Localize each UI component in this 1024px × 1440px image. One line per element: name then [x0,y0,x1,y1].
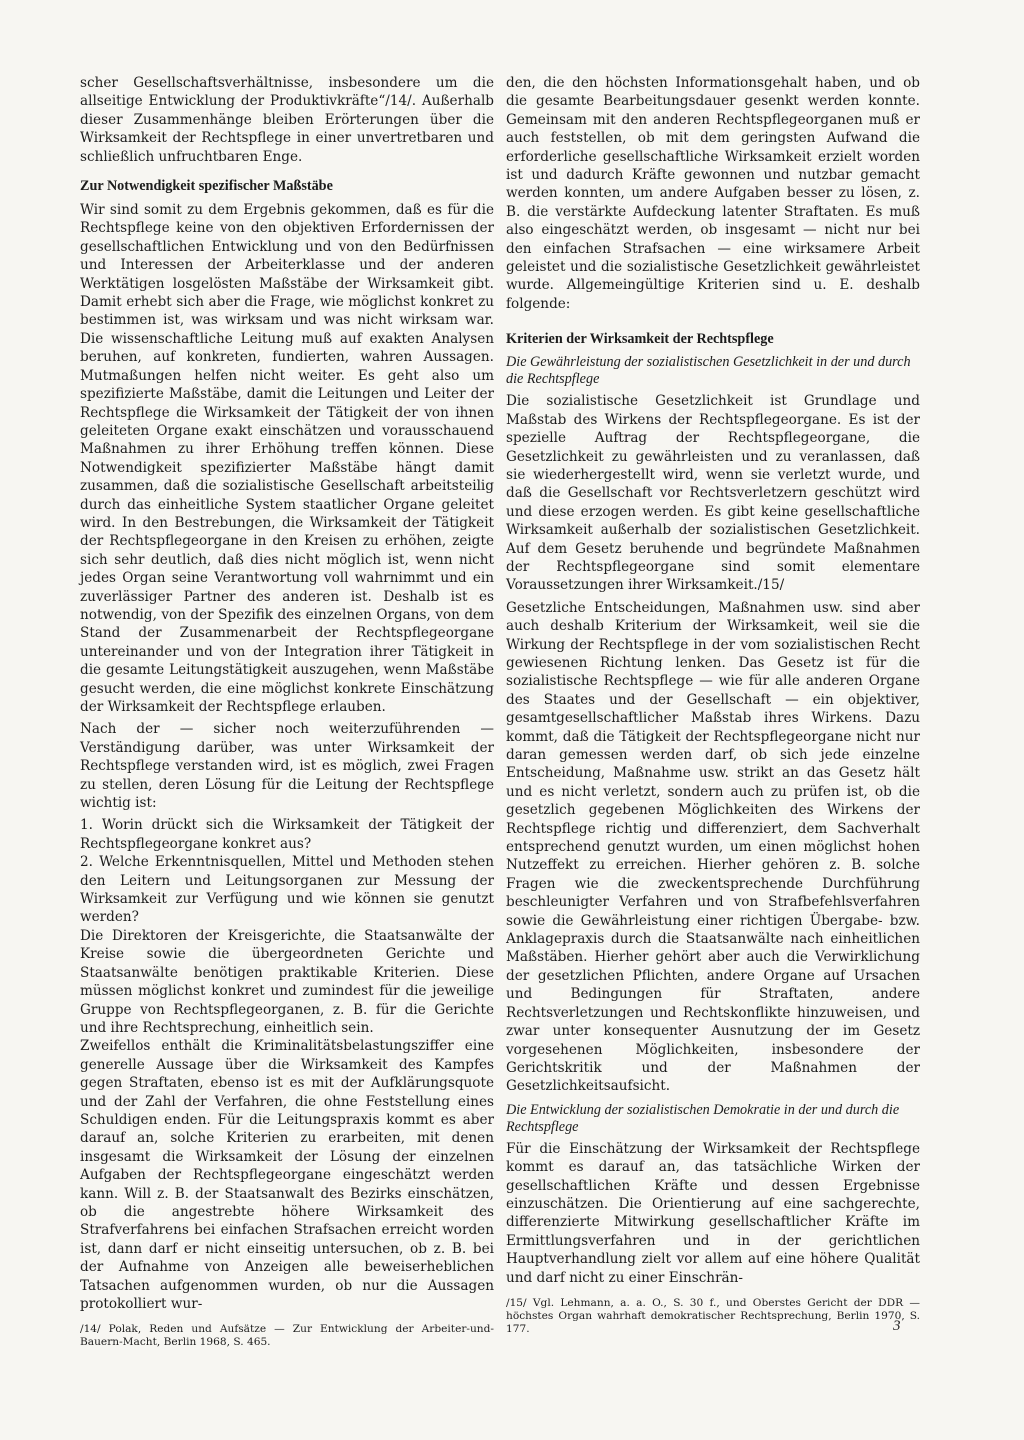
left-column [80,74,494,1349]
footnote: /15/ Vgl. Lehmann, a. a. O., S. 30 f., und Oberstes Gericht der DDR — höchstes Organ wahrhaft demokratischer Rechtsprechung, Berlin 1970, S. 177. [506,1296,920,1335]
paragraph: Die sozialistische Gesetzlichkeit ist Grundlage und Maßstab des Wirkens der Rechtspflegeorgane. Es ist der spezielle Auftrag der Rechtspflegeorgane, die Gesetzlichkeit zu gewährleisten und zu veranlassen, daß sie wiederhergestellt wird, wenn sie verletzt wurde, und daß die Gesellschaft vor Rechtsverletzern geschützt wird und diese erzogen werden. Es gibt keine gesellschaftliche Wirksamkeit außerhalb der sozialistischen Gesetzlichkeit. Auf dem Gesetz beruhende und begründete Maßnahmen der Rechtspflegeorgane sind somit elementare Voraussetzungen ihrer Wirksamkeit./15/ [506,393,920,594]
subsection-heading: Die Gewährleistung der sozialistischen Gesetzlichkeit in der und durch die Rechtspflege [506,354,911,388]
paragraph: Wir sind somit zu dem Ergebnis gekommen, daß es für die Rechtspflege keine von den objektiven Erfordernissen der gesellschaftlichen Entwicklung und von den Bedürfnissen und Interessen der Arbeiterklasse und der anderen Werktätigen losgelösten Maßstäbe der Wirksamkeit gibt. Damit erhebt sich aber die Frage, wie möglichst konkret zu bestimmen ist, was wirksam und was nicht wirksam war. Die wissenschaftliche Leitung muß auf exakten Analysen beruhen, auf konkreten, fundierten, wahren Aussagen. Mutmaßungen helfen nicht weiter. Es geht also um spezifizierte Maßstäbe, damit die Leitungen und Leiter der Rechtspflege die Wirksamkeit der Tätigkeit der von ihnen geleiteten Organe exakt einschätzen und vorausschauend Maßnahmen zu ihrer Erhöhung treffen können. Diese Notwendigkeit spezifizierter Maßstäbe hängt damit zusammen, daß die sozialistische Gesellschaft arbeitsteilig durch das einheitliche System staatlicher Organe geleitet wird. In den Bestrebungen, die Wirksamkeit der Tätigkeit der Rechtspflegeorgane in den Kreisen zu erhöhen, zeigte sich sehr deutlich, daß dies nicht möglich ist, wenn nicht jedes Organ seine Verantwortung voll wahrnimmt und ein zuverlässiger Partner des anderen ist. Deshalb ist es notwendig, von der Spezifik des einzelnen Organs, von dem Stand der Zusammenarbeit der Rechtspflegeorgane untereinander und von der Integration ihrer Tätigkeit in die gesamte Leitungstätigkeit auszugehen, wenn Maßstäbe gesucht werden, die eine möglichst konkrete Einschätzung der Wirksamkeit der Rechtspflege erlauben. [80,202,494,715]
paragraph: scher Gesellschaftsverhältnisse, insbesondere um die allseitige Entwicklung der Produktivkräfte“/14/. Außerhalb dieser Zusammenhänge bleiben Erörterungen über die Wirksamkeit der Rechtspflege in einer unvertretbaren und schließlich unfruchtbaren Enge. [80,75,494,165]
section-heading: Zur Notwendigkeit spezifischer Maßstäbe [80,178,333,195]
footnote: /14/ Polak, Reden und Aufsätze — Zur Entwicklung der Arbeiter-und-Bauern-Macht, Berlin 1968, S. 465. [80,1323,494,1349]
section-heading: Kriterien der Wirksamkeit der Rechtspflege [506,331,774,348]
question-item: 2. Welche Erkenntnisquellen, Mittel und Methoden stehen den Leitern und Leitungsorganen zur Messung der Wirksamkeit zur Verfügung und wie können sie genutzt werden? [80,854,494,926]
paragraph: Die Direktoren der Kreisgerichte, die Staatsanwälte der Kreise sowie die übergeordneten Gerichte und Staatsanwälte benötigen praktikable Kriterien. Diese müssen möglichst konkret und zumindest für die jeweilige Gruppe von Rechtspflegeorganen, z. B. für die Gerichte und ihre Rechtsprechung, einheitlich sein. [80,927,494,1036]
question-item: 1. Worin drückt sich die Wirksamkeit der Tätigkeit der Rechtspflegeorgane konkret aus? [80,817,494,852]
right-column [506,74,920,1336]
subsection-heading: Die Entwicklung der sozialistischen Demokratie in der und durch die Rechtspflege [506,1101,900,1135]
paragraph: Zweifellos enthält die Kriminalitätsbelastungsziffer eine generelle Aussage über die Wirksamkeit des Kampfes gegen Straftaten, ebenso ist es mit der Aufklärungsquote und der Zahl der Verfahren, die ohne Feststellung eines Schuldigen enden. Für die Leitungspraxis kommt es aber darauf an, solche Kriterien zu erarbeiten, mit denen insgesamt die Wirksamkeit der Lösung der einzelnen Aufgaben der Rechtspflegeorgane eingeschätzt werden kann. Will z. B. der Staatsanwalt des Bezirks einschätzen, ob die angestrebte höhere Wirksamkeit des Strafverfahrens bei einfachen Strafsachen erreicht worden ist, dann darf er nicht einseitig untersuchen, ob z. B. bei der Aufnahme von Anzeigen alle beweiserheblichen Tatsachen aufgenommen wurden, ob nur die Aussagen protokolliert wur- [80,1038,494,1312]
paragraph: den, die den höchsten Informationsgehalt haben, und ob die gesamte Bearbeitungsdauer gesenkt werden konnte. Gemeinsam mit den anderen Rechtspflegeorganen muß er auch feststellen, ob mit dem geringsten Aufwand die erforderliche gesellschaftliche Wirksamkeit erzielt worden ist und dadurch Kräfte gewonnen und nutzbar gemacht werden konnten, um andere Aufgaben besser zu lösen, z. B. die verstärkte Aufdeckung latenter Straftaten. Es muß also eingeschätzt werden, ob insgesamt — nicht nur bei den einfachen Strafsachen — eine wirksamere Arbeit geleistet und die sozialistische Gesetzlichkeit gewährleistet wurde. Allgemeingültige Kriterien sind u. E. deshalb folgende: [506,75,920,312]
paragraph: Nach der — sicher noch weiterzuführenden — Verständigung darüber, was unter Wirksamkeit der Rechtspflege verstanden wird, ist es möglich, zwei Fragen zu stellen, deren Lösung für die Leitung der Rechtspflege wichtig ist: [80,721,494,812]
paragraph: Gesetzliche Entscheidungen, Maßnahmen usw. sind aber auch deshalb Kriterium der Wirksamkeit, weil sie die Wirkung der Rechtspflege in der vom sozialistischen Recht gewiesenen Richtung lenken. Das Gesetz ist für die sozialistische Rechtspflege — wie für alle anderen Organe des Staates und der Gesellschaft — ein objektiver, gesamtgesellschaftlicher Maßstab ihres Wirkens. Dazu kommt, daß die Tätigkeit der Rechtspflegeorgane nicht nur daran gemessen werden darf, ob sich jede einzelne Entscheidung, Maßnahme usw. strikt an das Gesetz hält und es nicht verletzt, sondern auch zu prüfen ist, ob die gesetzlich gegebenen Möglichkeiten des Wirkens der Rechtspflege richtig und differenziert, dem Sachverhalt entsprechend genutzt wurden, um einen möglichst hohen Nutzeffekt zu erreichen. Hierher gehören z. B. solche Fragen wie die zweckentsprechende Durchführung beschleunigter Verfahren und von Strafbefehlsverfahren sowie die Gewährleistung einer richtigen Übergabe- bzw. Anklagepraxis durch die Staatsanwälte nach einheitlichen Maßstäben. Hierher gehört aber auch die Verwirklichung der gesetzlichen Pflichten, andere Organe auf Ursachen und Bedingungen für Straftaten, andere Rechtsverletzungen und Rechtskonflikte hinzuweisen, und zwar unter konsequenter Ausnutzung der im Gesetz vorgesehenen Möglichkeiten, insbesondere der Gerichtskritik und der Maßnahmen der Gesetzlichkeitsaufsicht. [506,599,920,1095]
page-number: 3 [893,1318,901,1334]
paragraph: Für die Einschätzung der Wirksamkeit der Rechtspflege kommt es darauf an, das tatsächliche Wirken der gesellschaftlichen Kräfte und dessen Ergebnisse einzuschätzen. Die Orientierung auf eine sachgerechte, differenzierte Mitwirkung gesellschaftlicher Kräfte im Ermittlungsverfahren und in der gerichtlichen Hauptverhandlung zielt vor allem auf eine höhere Qualität und darf nicht zu einer Einschrän- [506,1140,920,1286]
